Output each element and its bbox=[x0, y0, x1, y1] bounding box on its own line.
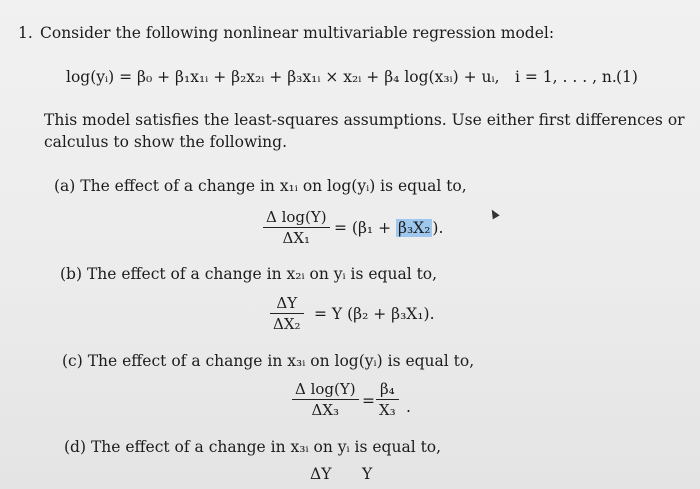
part-a-denominator: ΔX₁ bbox=[282, 229, 311, 247]
part-a-rhs bbox=[334, 219, 443, 237]
mouse-cursor-icon bbox=[488, 208, 499, 220]
part-d-label: (d) The effect of a change in x₃ᵢ on yᵢ is equal to, bbox=[64, 438, 442, 456]
equation-tag: (1) bbox=[616, 68, 638, 86]
part-c-rhs-denominator: X₃ bbox=[379, 401, 396, 419]
body-line-2: calculus to show the following. bbox=[44, 133, 287, 151]
part-a-numerator: Δ log(Y) bbox=[266, 208, 327, 226]
problem-number: 1. bbox=[18, 24, 33, 42]
fraction-bar bbox=[263, 227, 330, 228]
part-c-period: . bbox=[406, 398, 411, 416]
part-c-denominator: ΔX₃ bbox=[311, 401, 340, 419]
part-a-fraction bbox=[263, 208, 330, 247]
part-c-numerator: Δ log(Y) bbox=[295, 380, 356, 398]
part-b-rhs: = Y (β₂ + β₃X₁). bbox=[314, 305, 435, 323]
part-a-rhs-suffix: ). bbox=[432, 219, 444, 237]
part-c-rhs-fraction bbox=[376, 380, 399, 419]
part-b-numerator: ΔY bbox=[276, 294, 298, 312]
model-equation: log(yᵢ) = β₀ + β₁x₁ᵢ + β₂x₂ᵢ + β₃x₁ᵢ × x₂ᵢ + β₄ log(x₃ᵢ) + uᵢ, bbox=[66, 68, 500, 86]
part-c-label: (c) The effect of a change in x₃ᵢ on log(yᵢ) is equal to, bbox=[62, 352, 475, 370]
part-b-label: (b) The effect of a change in x₂ᵢ on yᵢ is equal to, bbox=[60, 265, 438, 283]
index-range: i = 1, . . . , n. bbox=[515, 68, 617, 86]
part-c-rhs-numerator: β₄ bbox=[380, 380, 395, 398]
part-a-rhs-prefix: = (β₁ + bbox=[334, 219, 396, 237]
part-a-label: (a) The effect of a change in x₁ᵢ on log(yᵢ) is equal to, bbox=[54, 177, 467, 195]
problem-intro: Consider the following nonlinear multivariable regression model: bbox=[40, 24, 555, 42]
part-b-denominator: ΔX₂ bbox=[273, 315, 301, 333]
part-c-fraction bbox=[292, 380, 359, 419]
part-c-equals: = bbox=[362, 392, 375, 410]
part-a-rhs-highlight: β₃X₂ bbox=[397, 219, 431, 237]
part-d-rhs-numerator: Y bbox=[362, 465, 373, 483]
fraction-bar bbox=[270, 313, 304, 314]
body-line-1: This model satisfies the least-squares assumptions. Use either first differences or bbox=[44, 111, 685, 129]
part-b-fraction bbox=[270, 294, 304, 333]
fraction-bar bbox=[292, 399, 359, 400]
fraction-bar bbox=[376, 399, 399, 400]
part-d-numerator: ΔY bbox=[310, 465, 332, 483]
